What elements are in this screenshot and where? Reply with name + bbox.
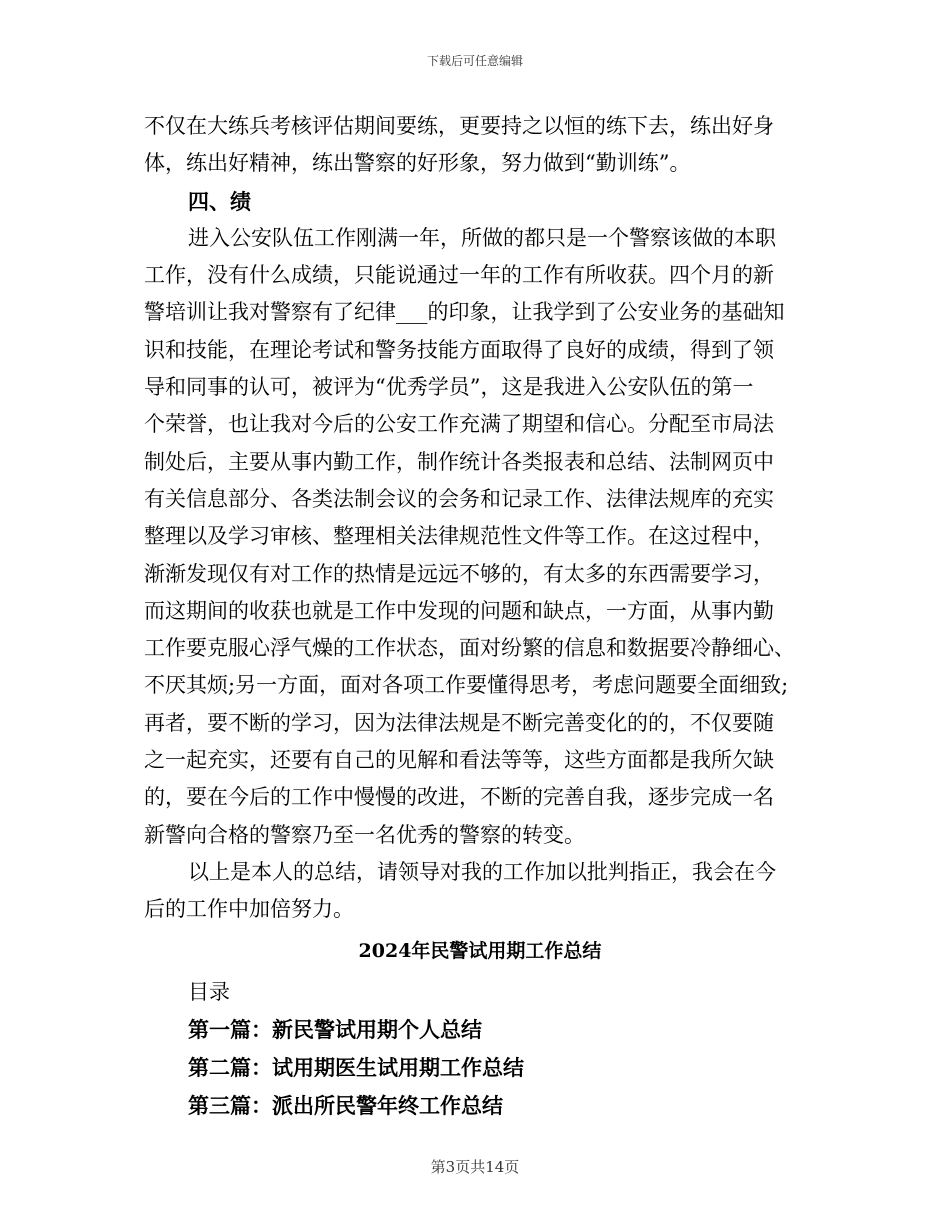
document-title: 2024年民警试用期工作总结: [358, 939, 602, 962]
body-line: 的，要在今后的工作中慢慢的改进，不断的完善自我，逐步完成一名: [144, 785, 774, 810]
page-header: 下载后可任意编辑: [426, 54, 523, 68]
body-line: 进入公安队伍工作刚满一年，所做的都只是一个警察该做的本职: [188, 225, 776, 250]
body-line: 体，练出好精神，练出警察的好形象，努力做到“勤训练”。: [144, 151, 691, 176]
body-line: 导和同事的认可，被评为“优秀学员”，这是我进入公安队伍的第一: [144, 375, 754, 400]
toc-item: 第三篇：派出所民警年终工作总结: [188, 1092, 503, 1118]
body-line: 以上是本人的总结，请领导对我的工作加以批判指正，我会在今: [188, 859, 776, 884]
body-line: 再者，要不断的学习，因为法律法规是不断完善变化的的，不仅要随: [144, 710, 774, 735]
body-line: 整理以及学习审核、整理相关法律规范性文件等工作。在这过程中，: [144, 524, 774, 549]
body-line: 工作要克服心浮气燥的工作状态，面对纷繁的信息和数据要冷静细心、: [144, 636, 795, 661]
body-line: 有关信息部分、各类法制会议的会务和记录工作、法律法规库的充实: [144, 486, 774, 511]
body-line: 识和技能，在理论考试和警务技能方面取得了良好的成绩，得到了领: [144, 337, 774, 362]
body-line: 制处后，主要从事内勤工作，制作统计各类报表和总结、法制网页中: [144, 449, 774, 474]
toc-item: 第一篇：新民警试用期个人总结: [188, 1016, 482, 1042]
body-line: 工作，没有什么成绩，只能说通过一年的工作有所收获。四个月的新: [144, 263, 774, 288]
page-footer: 第3页共14页: [430, 1158, 520, 1176]
toc-label: 目录: [188, 979, 230, 1004]
body-line: 个荣誉，也让我对今后的公安工作充满了期望和信心。分配至市局法: [144, 412, 774, 437]
toc-item: 第二篇：试用期医生试用期工作总结: [188, 1054, 524, 1080]
body-line: 新警向合格的警察乃至一名优秀的警察的转变。: [144, 822, 585, 847]
body-line: 不仅在大练兵考核评估期间要练，更要持之以恒的练下去，练出好身: [144, 114, 774, 138]
body-line: 而这期间的收获也就是工作中发现的问题和缺点，一方面，从事内勤: [144, 598, 774, 623]
body-line: 警培训让我对警察有了纪律___的印象，让我学到了公安业务的基础知: [144, 300, 785, 325]
body-line: 之一起充实，还要有自己的见解和看法等等，这些方面都是我所欠缺: [144, 748, 774, 773]
body-line: 后的工作中加倍努力。: [144, 897, 354, 922]
document-body: [144, 108, 816, 1125]
section-heading: 四、绩: [188, 188, 251, 214]
body-line: 渐渐发现仅有对工作的热情是远远不够的，有太多的东西需要学习，: [144, 561, 774, 586]
body-line: 不厌其烦;另一方面，面对各项工作要懂得思考，考虑问题要全面细致;: [144, 673, 789, 698]
